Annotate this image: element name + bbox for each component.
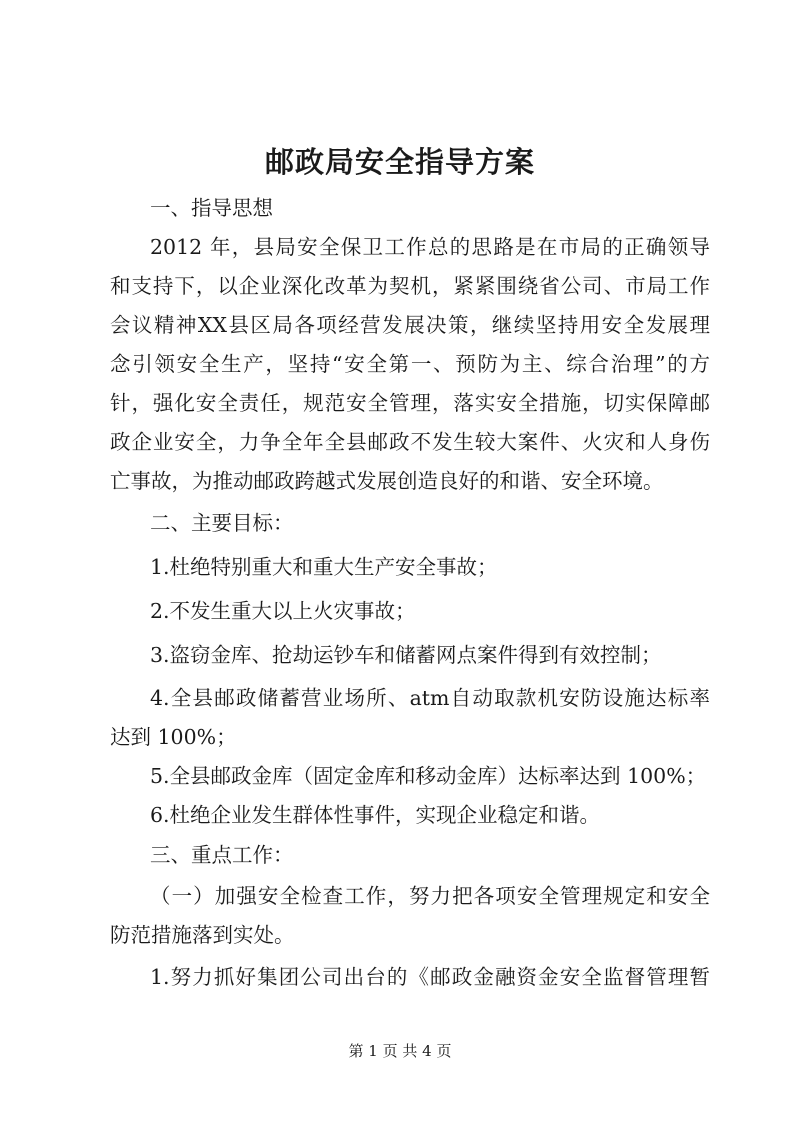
paragraph-line: 会议精神XX县区局各项经营发展决策，继续坚持用安全发展理 <box>110 313 710 337</box>
paragraph-line: （一）加强安全检查工作，努力把各项安全管理规定和安全 <box>150 884 710 908</box>
heading-main-goals: 二、主要目标： <box>150 511 294 535</box>
goal-item: 2.不发生重大以上火灾事故； <box>150 599 416 623</box>
page-number-footer: 第 1 页 共 4 页 <box>348 1042 452 1060</box>
goal-item: 6.杜绝企业发生群体性事件，实现企业稳定和谐。 <box>150 803 601 827</box>
goal-item-continued: 达到 100%； <box>110 725 237 749</box>
goal-item: 3.盗窃金库、抢劫运钞车和储蓄网点案件得到有效控制； <box>150 643 662 667</box>
heading-key-work: 三、重点工作： <box>150 843 294 867</box>
goal-item: 4.全县邮政储蓄营业场所、atm自动取款机安防设施达标率 <box>150 686 710 710</box>
paragraph-line: 防范措施落到实处。 <box>110 923 295 947</box>
paragraph-line: 针，强化安全责任，规范安全管理，落实安全措施，切实保障邮 <box>110 391 710 415</box>
paragraph-line: 1.努力抓好集团公司出台的《邮政金融资金安全监督管理暂 <box>150 965 710 989</box>
paragraph-line: 和支持下，以企业深化改革为契机，紧紧围绕省公司、市局工作 <box>110 274 710 298</box>
paragraph-line: 念引领安全生产，坚持“安全第一、预防为主、综合治理”的方 <box>110 352 710 376</box>
paragraph-line: 2012 年，县局安全保卫工作总的思路是在市局的正确领导 <box>150 235 710 259</box>
heading-guiding-ideology: 一、指导思想 <box>150 196 273 220</box>
goal-item: 5.全县邮政金库（固定金库和移动金库）达标率达到 100%； <box>150 764 707 788</box>
goal-item: 1.杜绝特别重大和重大生产安全事故； <box>150 555 498 579</box>
document-title: 邮政局安全指导方案 <box>264 145 535 179</box>
paragraph-line: 政企业安全，力争全年全县邮政不发生较大案件、火灾和人身伤 <box>110 430 710 454</box>
paragraph-line: 亡事故，为推动邮政跨越式发展创造良好的和谐、安全环境。 <box>110 469 664 493</box>
